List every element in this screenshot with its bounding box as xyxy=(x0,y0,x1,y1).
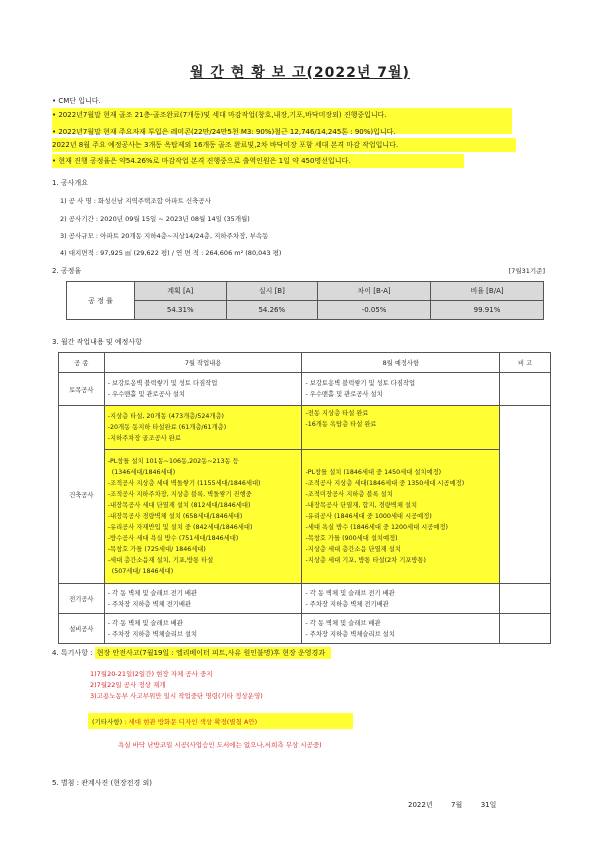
progress-value-plan: 54.31% xyxy=(135,301,227,320)
intro-line-2: • 2022년7월말 현재 골조 21층-골조완료(7개동)및 세대 마감작업(창호,내장,기포,바닥미장외) 진행중입니다. xyxy=(52,111,387,119)
overview-name: 1) 공 사 명 : 화성신남 지역주택조합 아파트 신축공사 xyxy=(60,197,211,205)
work-type-elec: 전기공사 xyxy=(59,584,105,614)
build-aug-b-9: -지상층 세대 기포, 방통 타설(2차 기포방통) xyxy=(305,557,427,564)
date-day: 31일 xyxy=(480,801,497,809)
elec-aug-2: - 주차장 지하층 벽체 전기배관 xyxy=(305,600,389,608)
build-july-b-6: -내장목공사 경량벽체 설치 (658세대/1846세대) xyxy=(107,513,243,520)
build-aug-a-2: -16개동 옥탑층 타설 완료 xyxy=(305,421,377,428)
elec-july-1: - 각 동 벽체 및 슬래브 전기 배관 xyxy=(107,589,198,597)
special-main: 현장 안전사고(7월19일 : 엘리베이터 피트,사유 원인불명)후 현장 운영경과 xyxy=(95,647,331,659)
intro-line-5: • 현재 진행 공정율은 약54.26%로 마감작업 본격 진행중으로 출역인원은 1일 약 450명선입니다. xyxy=(52,157,351,165)
build-aug-b-2: -조적공사 지상층 세대(1846세대 중 1350세대 시공예정) xyxy=(305,480,465,487)
build-note xyxy=(500,406,551,584)
special-item-1: 1)7월20-21일(2일간) 현장 자체 공사 중지 xyxy=(90,670,213,678)
work-col-type: 공 종 xyxy=(59,353,105,373)
build-july-b-4: -조적공사 지하주차장, 지상층 블록, 벽돌쌓기 진행중 xyxy=(107,491,252,498)
build-aug-b-6: -세대 욕실 방수 (1846세대 중 1200세대 시공예정) xyxy=(305,524,448,531)
build-aug-b-8: -지상층 세대 층간소음 단열재 설치 xyxy=(305,546,401,553)
special-other-line2: 욕실 바닥 난방코일 시공(사업승인 도서에는 없으나,서희측 무상 시공중) xyxy=(118,741,322,749)
build-aug-b-7: -목창호 가틀 (900세대 설치예정) xyxy=(305,535,398,542)
progress-value-diff: -0.05% xyxy=(318,301,431,320)
progress-value-ratio: 99.91% xyxy=(431,301,544,320)
attachment-line: 5. 별첨 : 관계사진 (현장전경 외) xyxy=(52,779,153,787)
work-table xyxy=(58,352,551,644)
earth-aug-2: - 우수맨홀 및 관로공사 설치 xyxy=(305,391,383,398)
mech-july-2: - 주차장 지하층 벽체슬리브 설치 xyxy=(107,630,198,638)
elec-july-2: - 주차장 지하층 벽체 전기배관 xyxy=(107,600,192,608)
mech-aug-2: - 주차장 지하층 벽체슬리브 설치 xyxy=(305,630,395,638)
work-col-note: 비 고 xyxy=(500,353,551,373)
build-july-b-2: (1346세대/1846세대) xyxy=(111,469,176,476)
progress-date-note: [7월31기준] xyxy=(508,267,545,275)
build-july-b-11: (507세대/ 1846세대) xyxy=(111,568,174,575)
special-item-3: 3)고용노동부 사고부위만 일시 작업중단 명령(기타 정상운영) xyxy=(90,692,263,700)
overview-heading: 1. 공사개요 xyxy=(52,179,88,187)
special-prefix: 4. 특기사항 : xyxy=(52,649,95,657)
build-july-a-2: -20개동 동지하 타설완료 (61개층/61개층) xyxy=(107,424,227,431)
special-item-2: 2)7월22일 공사 정상 재개 xyxy=(90,681,166,689)
build-aug-b-3: -조적미장공사 지하층 블록 설치 xyxy=(305,491,393,498)
earth-july-1: - 보강토옹벽 블럭쌓기 및 성토 다짐작업 xyxy=(107,380,218,387)
earth-july-2: - 우수맨홀 및 관로공사 설치 xyxy=(107,391,185,398)
build-aug-a-1: -전동 지상층 타설 완료 xyxy=(305,410,369,417)
work-type-earth: 토목공사 xyxy=(59,373,105,406)
special-other-label: (기타사항) xyxy=(92,718,123,726)
build-july-b-3: -조적공사 지상층 세대 벽돌쌓기 (1155세대/1846세대) xyxy=(107,480,261,487)
build-july-b-7: -유리공사 자재반입 및 설치 중 (842세대/1846세대) xyxy=(107,524,253,531)
special-list xyxy=(90,669,263,702)
progress-header-plan: 계획 [A] xyxy=(135,282,227,301)
special-other xyxy=(92,717,257,726)
mech-aug-1: - 각 동 벽체 및 슬래브 배관 xyxy=(305,619,381,627)
intro-line-1: • CM단 입니다. xyxy=(52,97,101,105)
work-heading: 3. 월간 작업내용 및 예정사항 xyxy=(52,338,142,346)
page-title: 월 간 현 황 보 고(2022년 7월) xyxy=(190,65,410,81)
mech-note xyxy=(500,614,551,644)
mech-july-1: - 각 동 벽체 및 슬래브 배관 xyxy=(107,619,183,627)
intro-line-4: 2022년 8월 주요 예정공사는 3개동 옥탑제외 16개동 골조 완료및,2차 바닥미장 포함 세대 본격 마감 작업입니다. xyxy=(52,141,399,149)
progress-header-ratio: 비율 [B/A] xyxy=(431,282,544,301)
build-july-a-3: -지하주차장 골조공사 완료 xyxy=(107,435,181,442)
earth-note xyxy=(500,373,551,406)
work-type-mech: 설비공사 xyxy=(59,614,105,644)
special-heading xyxy=(52,648,331,658)
build-aug-b-5: -유리공사 (1846세대 중 1000세대 시공예정) xyxy=(305,513,432,520)
work-col-july: 7월 작업내용 xyxy=(104,353,302,373)
work-type-build: 건축공사 xyxy=(59,406,105,584)
build-aug-b-4: -내장목공사 단열재, 합지, 경량벽체 설치 xyxy=(305,502,418,509)
elec-aug-1: - 각 동 벽체 및 슬래브 전기 배관 xyxy=(305,589,395,597)
date-month: 7월 xyxy=(451,801,463,809)
progress-heading: 2. 공정율 xyxy=(52,267,82,275)
overview-scale: 3) 공사규모 : 아파트 20개동 지하4층~지상14/24층, 지하주차장, 부속동 xyxy=(60,232,269,240)
progress-row-label: 공 정 률 xyxy=(67,282,135,320)
special-other-text: : 세대 현관 방화문 디자인 색상 확정(별첨 A안) xyxy=(122,718,258,726)
progress-value-actual: 54.26% xyxy=(226,301,318,320)
progress-header-actual: 실시 [B] xyxy=(226,282,318,301)
build-july-b-1: -PL창틀 설치 101동~106동,202동~213동 등 xyxy=(107,458,239,465)
progress-header-diff: 차이 [B-A] xyxy=(318,282,431,301)
elec-note xyxy=(500,584,551,614)
intro-line-3: • 2022년7월말 현재 주요자재 투입은 레미콘(22만/24만5천 M3: 90%)철근 12,746/14,245톤 : 90%)입니다. xyxy=(52,128,396,136)
date-year: 2022년 xyxy=(408,801,433,809)
progress-table xyxy=(66,281,544,320)
build-july-b-5: -내장목공사 세대 단열재 설치 (812세대/1846세대) xyxy=(107,502,251,509)
build-july-b-8: -방수공사 세대 욕실 방수 (751세대/1846세대) xyxy=(107,535,239,542)
build-july-a-1: -지상층 타설, 20개동 (473개층/524개층) xyxy=(107,413,225,420)
report-date xyxy=(408,800,496,810)
work-col-aug: 8월 예정사항 xyxy=(302,353,500,373)
build-july-b-10: -세대 층간소음재 설치, 기포,방통 타설 xyxy=(107,557,214,564)
earth-aug-1: - 보강토옹벽 블럭쌓기 및 성토 다짐작업 xyxy=(305,380,416,387)
overview-area: 4) 대지면적 : 97,925 ㎡ (29,622 평) / 연 면 적 : 264,606 m² (80,043 평) xyxy=(60,249,282,257)
overview-period: 2) 공사기간 : 2020년 09월 15일 ~ 2023년 08월 14일 (35개월) xyxy=(60,215,250,223)
build-july-b-9: -목창호 가틀 (725세대/ 1846세대) xyxy=(107,546,206,553)
build-aug-b-1: -PL창틀 설치 (1846세대 중 1450세대 설치예정) xyxy=(305,469,442,476)
